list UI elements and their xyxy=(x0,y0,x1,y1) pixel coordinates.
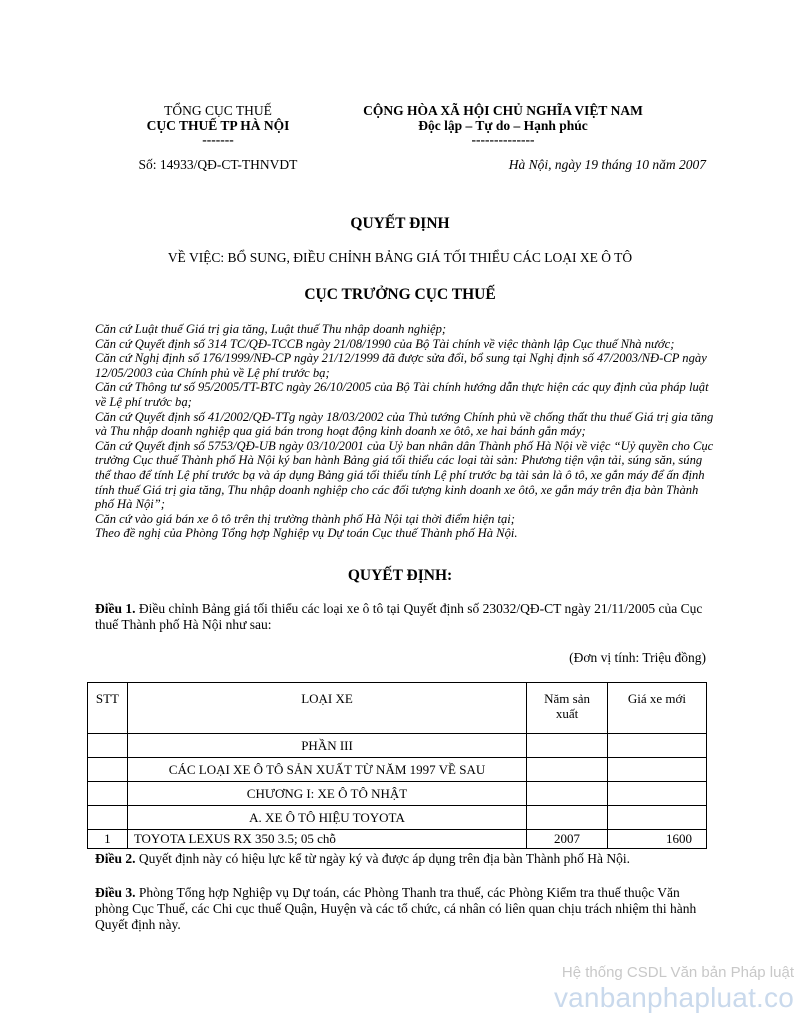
article-1 xyxy=(95,601,705,633)
article-3-text: Phòng Tổng hợp Nghiệp vụ Dự toán, các Phòng Thanh tra thuế, các Phòng Kiểm tra thuế thuộc Văn phòng Cục Thuế, các Chi cục thuế Quận, Huyện và các tổ chức, cá nhân có liên quan chịu trách nhiệm thi hành Quyết định này. xyxy=(95,885,697,932)
motto-divider: -------------- xyxy=(471,132,535,147)
basis-item: Căn cứ Nghị định số 176/1999/NĐ-CP ngày 21/12/1999 đã được sửa đổi, bổ sung tại Nghị định số 47/2003/NĐ-CP ngày 12/05/2003 của Chính phủ về Lệ phí trước bạ; xyxy=(95,351,707,380)
basis-item: Căn cứ vào giá bán xe ô tô trên thị trường thành phố Hà Nội tại thời điểm hiện tại; xyxy=(95,511,516,526)
decision-title: QUYẾT ĐỊNH xyxy=(350,215,450,232)
decision-subject: VỀ VIỆC: BỔ SUNG, ĐIỀU CHỈNH BẢNG GIÁ TỐI THIỂU CÁC LOẠI XE Ô TÔ xyxy=(167,250,633,265)
table-row xyxy=(88,758,707,782)
article-2-text: Quyết định này có hiệu lực kể từ ngày ký và được áp dụng trên địa bàn Thành phố Hà Nội. xyxy=(135,851,630,866)
legal-basis xyxy=(95,322,715,541)
row-new-price: 1600 xyxy=(607,830,706,849)
unit-note: (Đơn vị tính: Triệu đồng) xyxy=(569,650,706,665)
agency-parent: TỔNG CỤC THUẾ xyxy=(164,103,272,118)
article-1-label: Điều 1. xyxy=(95,601,136,616)
section-chapter: CHƯƠNG I: XE Ô TÔ NHẬT xyxy=(127,782,526,806)
table-row xyxy=(88,782,707,806)
watermark-site: vanbanphapluat.co xyxy=(553,982,794,1013)
decision-heading: QUYẾT ĐỊNH: xyxy=(347,567,453,584)
article-2-label: Điều 2. xyxy=(95,851,136,866)
watermark-caption: Hệ thống CSDL Văn bản Pháp luật xyxy=(561,964,794,981)
table-header-row xyxy=(88,683,707,734)
issue-date: Hà Nội, ngày 19 tháng 10 năm 2007 xyxy=(508,157,706,172)
basis-item: Căn cứ Luật thuế Giá trị gia tăng, Luật thuế Thu nhập doanh nghiệp; xyxy=(95,322,447,336)
basis-item: Căn cứ Quyết định số 41/2002/QĐ-TTg ngày 18/03/2002 của Thủ tướng Chính phủ về chống thất thu thuế Giá trị gia tăng và Thu nhập doanh nghiệp qua giá bán trong hoạt động kinh doanh xe ôtô, xe hai bánh gắn máy; xyxy=(95,409,714,439)
row-production-year: 2007 xyxy=(527,830,608,849)
header-production-year: Năm sản xuất xyxy=(527,683,608,734)
national-motto: Độc lập – Tự do – Hạnh phúc xyxy=(418,118,588,133)
article-3-label: Điều 3. xyxy=(95,885,136,900)
table-row xyxy=(88,830,707,849)
basis-item: Theo đề nghị của Phòng Tổng hợp Nghiệp vụ Dự toán Cục thuế Thành phố Hà Nội. xyxy=(95,526,518,541)
basis-item: Căn cứ Quyết định số 314 TC/QĐ-TCCB ngày 21/08/1990 của Bộ Tài chính về việc thành lập Cục thuế Nhà nước; xyxy=(95,336,675,351)
document-number: Số: 14933/QĐ-CT-THNVDT xyxy=(138,157,298,172)
basis-item: Căn cứ Quyết định số 5753/QĐ-UB ngày 03/10/2001 của Uỷ ban nhân dân Thành phố Hà Nội về việc “Uỷ quyền cho Cục trưởng Cục thuế Thành phố Hà Nội ký ban hành Bảng giá tối thiểu các loại tài sản: Phương tiện vận tải, súng săn, súng thể thao để tính Lệ phí trước bạ và áp dụng Bảng giá tối thiểu tính Lệ phí trước bạ tài sản là ô tô, xe gắn máy để ấn định tính thuế Giá trị gia tăng, Thu nhập doanh nghiệp cho các đối tượng kinh doanh xe ôtô, xe gắn máy trên địa bàn Thành phố Hà Nội”; xyxy=(95,438,714,512)
section-group: CÁC LOẠI XE Ô TÔ SẢN XUẤT TỪ NĂM 1997 VỀ SAU xyxy=(127,758,526,782)
table-row xyxy=(88,806,707,830)
national-title: CỘNG HÒA XÃ HỘI CHỦ NGHĨA VIỆT NAM xyxy=(363,103,643,118)
header-new-price: Giá xe mới xyxy=(607,683,706,734)
article-2 xyxy=(95,851,705,867)
min-price-table xyxy=(87,682,707,849)
row-stt: 1 xyxy=(88,830,128,849)
article-1-text: Điều chỉnh Bảng giá tối thiểu các loại xe ô tô tại Quyết định số 23032/QĐ-CT ngày 21/11/2005 của Cục thuế Thành phố Hà Nội như sau: xyxy=(95,601,703,632)
section-brand: A. XE Ô TÔ HIỆU TOYOTA xyxy=(127,806,526,830)
issuing-authority: CỤC TRƯỞNG CỤC THUẾ xyxy=(304,286,496,303)
row-vehicle-name: TOYOTA LEXUS RX 350 3.5; 05 chỗ xyxy=(127,830,526,849)
section-part: PHẦN III xyxy=(127,734,526,758)
article-3 xyxy=(95,885,705,933)
table-row xyxy=(88,734,707,758)
agency-name: CỤC THUẾ TP HÀ NỘI xyxy=(146,118,290,133)
agency-divider: ------- xyxy=(202,132,234,147)
header-vehicle-type: LOẠI XE xyxy=(127,683,526,734)
header-stt: STT xyxy=(88,683,128,734)
basis-item: Căn cứ Thông tư số 95/2005/TT-BTC ngày 26/10/2005 của Bộ Tài chính hướng dẫn thực hiện các quy định của pháp luật về Lệ phí trước bạ; xyxy=(95,380,709,409)
